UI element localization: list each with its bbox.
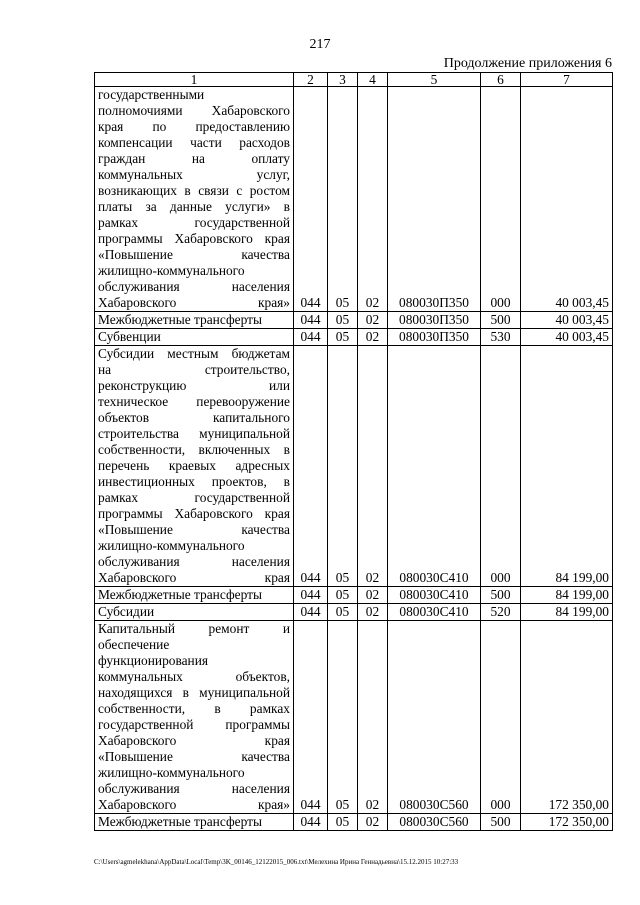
cell-c3: 05 xyxy=(328,621,358,814)
description-line: коммунальных услуг, xyxy=(98,167,290,182)
description-line: жилищно-коммунального xyxy=(98,765,245,780)
cell-c2: 044 xyxy=(294,604,328,621)
cell-c4: 02 xyxy=(358,587,388,604)
cell-c5: 080030С560 xyxy=(388,621,481,814)
row-description xyxy=(95,87,294,312)
table-row xyxy=(95,604,613,621)
description-line: рамках государственной xyxy=(98,215,290,230)
description-line: «Повышение качества xyxy=(98,522,290,537)
cell-c5: 080030П350 xyxy=(388,312,481,329)
cell-c2: 044 xyxy=(294,312,328,329)
cell-c5: 080030П350 xyxy=(388,87,481,312)
cell-c2: 044 xyxy=(294,346,328,587)
description-line: платы за данные услуги» в xyxy=(98,199,290,214)
cell-c6: 000 xyxy=(481,621,521,814)
description-line: «Повышение качества xyxy=(98,749,290,764)
cell-c7: 84 199,00 xyxy=(521,587,613,604)
cell-c6: 500 xyxy=(481,587,521,604)
cell-c5: 080030С560 xyxy=(388,814,481,831)
description-line: функционирования xyxy=(98,653,209,668)
cell-c5: 080030П350 xyxy=(388,329,481,346)
table-row xyxy=(95,312,613,329)
description-line: обслуживания населения xyxy=(98,781,290,796)
description-line: Межбюджетные трансферты xyxy=(98,814,262,829)
table-row xyxy=(95,87,613,312)
column-header: 5 xyxy=(388,73,481,87)
row-description xyxy=(95,621,294,814)
cell-c3: 05 xyxy=(328,587,358,604)
cell-c6: 500 xyxy=(481,814,521,831)
row-description xyxy=(95,346,294,587)
description-line: Субвенции xyxy=(98,329,161,344)
column-header: 2 xyxy=(294,73,328,87)
cell-c6: 530 xyxy=(481,329,521,346)
page-number: 217 xyxy=(309,37,331,52)
cell-c5: 080030С410 xyxy=(388,587,481,604)
column-header: 7 xyxy=(521,73,613,87)
cell-c7: 40 003,45 xyxy=(521,87,613,312)
file-path-footer: C:\Users\agmelekhana\AppData\Local\Temp\3K_00146_12122015_006.txt\Мелехина Ирина Геннадьевна\15.12.2015 10:27:33 xyxy=(94,858,459,866)
column-header: 3 xyxy=(328,73,358,87)
description-line: обеспечение xyxy=(98,637,170,652)
description-line: Субсидии xyxy=(98,604,155,619)
cell-c4: 02 xyxy=(358,621,388,814)
row-description xyxy=(95,329,294,346)
description-line: коммунальных объектов, xyxy=(98,669,290,684)
description-line: граждан на оплату xyxy=(98,151,290,166)
column-header: 1 xyxy=(95,73,294,87)
description-line: находящихся в муниципальной xyxy=(98,685,290,700)
cell-c2: 044 xyxy=(294,814,328,831)
cell-c4: 02 xyxy=(358,814,388,831)
cell-c2: 044 xyxy=(294,329,328,346)
cell-c7: 84 199,00 xyxy=(521,604,613,621)
cell-c6: 500 xyxy=(481,312,521,329)
cell-c5: 080030С410 xyxy=(388,604,481,621)
cell-c5: 080030С410 xyxy=(388,346,481,587)
column-header: 4 xyxy=(358,73,388,87)
cell-c3: 05 xyxy=(328,87,358,312)
description-line: перечень краевых адресных xyxy=(98,458,290,473)
table-row xyxy=(95,346,613,587)
cell-c3: 05 xyxy=(328,346,358,587)
cell-c7: 172 350,00 xyxy=(521,621,613,814)
cell-c2: 044 xyxy=(294,587,328,604)
cell-c3: 05 xyxy=(328,329,358,346)
cell-c3: 05 xyxy=(328,312,358,329)
description-line: Хабаровского края» xyxy=(98,295,290,310)
cell-c6: 000 xyxy=(481,346,521,587)
description-line: «Повышение качества xyxy=(98,247,290,262)
description-line: строительства муниципальной xyxy=(98,426,290,441)
appendix-continuation-label: Продолжение приложения 6 xyxy=(443,56,612,71)
cell-c3: 05 xyxy=(328,604,358,621)
row-description xyxy=(95,604,294,621)
cell-c7: 84 199,00 xyxy=(521,346,613,587)
cell-c3: 05 xyxy=(328,814,358,831)
cell-c6: 520 xyxy=(481,604,521,621)
table-row xyxy=(95,329,613,346)
description-line: Межбюджетные трансферты xyxy=(98,312,262,327)
description-line: техническое перевооружение xyxy=(98,394,290,409)
description-line: инвестиционных проектов, в xyxy=(98,474,290,489)
description-line: реконструкцию или xyxy=(98,378,290,393)
description-line: обслуживания населения xyxy=(98,554,290,569)
description-line: объектов капитального xyxy=(98,410,290,425)
description-line: возникающих в связи с ростом xyxy=(98,183,290,198)
cell-c4: 02 xyxy=(358,87,388,312)
budget-table xyxy=(94,72,613,831)
description-line: жилищно-коммунального xyxy=(98,263,245,278)
description-line: Хабаровского края» xyxy=(98,797,290,812)
cell-c2: 044 xyxy=(294,87,328,312)
description-line: края по предоставлению xyxy=(98,119,290,134)
row-description xyxy=(95,312,294,329)
cell-c7: 40 003,45 xyxy=(521,329,613,346)
description-line: государственной программы xyxy=(98,717,290,732)
description-line: собственности, в рамках xyxy=(98,701,290,716)
description-line: Капитальный ремонт и xyxy=(98,621,290,636)
cell-c4: 02 xyxy=(358,329,388,346)
column-header: 6 xyxy=(481,73,521,87)
description-line: обслуживания населения xyxy=(98,279,290,294)
table-row xyxy=(95,587,613,604)
cell-c4: 02 xyxy=(358,604,388,621)
table-row xyxy=(95,814,613,831)
cell-c2: 044 xyxy=(294,621,328,814)
description-line: на строительство, xyxy=(98,362,290,377)
description-line: полномочиями Хабаровского xyxy=(98,103,290,118)
description-line: собственности, включенных в xyxy=(98,442,290,457)
description-line: компенсации части расходов xyxy=(98,135,290,150)
cell-c7: 40 003,45 xyxy=(521,312,613,329)
cell-c7: 172 350,00 xyxy=(521,814,613,831)
cell-c6: 000 xyxy=(481,87,521,312)
description-line: Хабаровского края xyxy=(98,570,290,585)
description-line: жилищно-коммунального xyxy=(98,538,245,553)
row-description xyxy=(95,814,294,831)
table-row xyxy=(95,621,613,814)
description-line: Субсидии местным бюджетам xyxy=(98,346,290,361)
description-line: программы Хабаровского края xyxy=(98,231,290,246)
description-line: Межбюджетные трансферты xyxy=(98,587,262,602)
description-line: государственными xyxy=(98,87,205,102)
row-description xyxy=(95,587,294,604)
cell-c4: 02 xyxy=(358,346,388,587)
table-header-row xyxy=(95,73,613,87)
description-line: Хабаровского края xyxy=(98,733,290,748)
cell-c4: 02 xyxy=(358,312,388,329)
description-line: рамках государственной xyxy=(98,490,290,505)
description-line: программы Хабаровского края xyxy=(98,506,290,521)
